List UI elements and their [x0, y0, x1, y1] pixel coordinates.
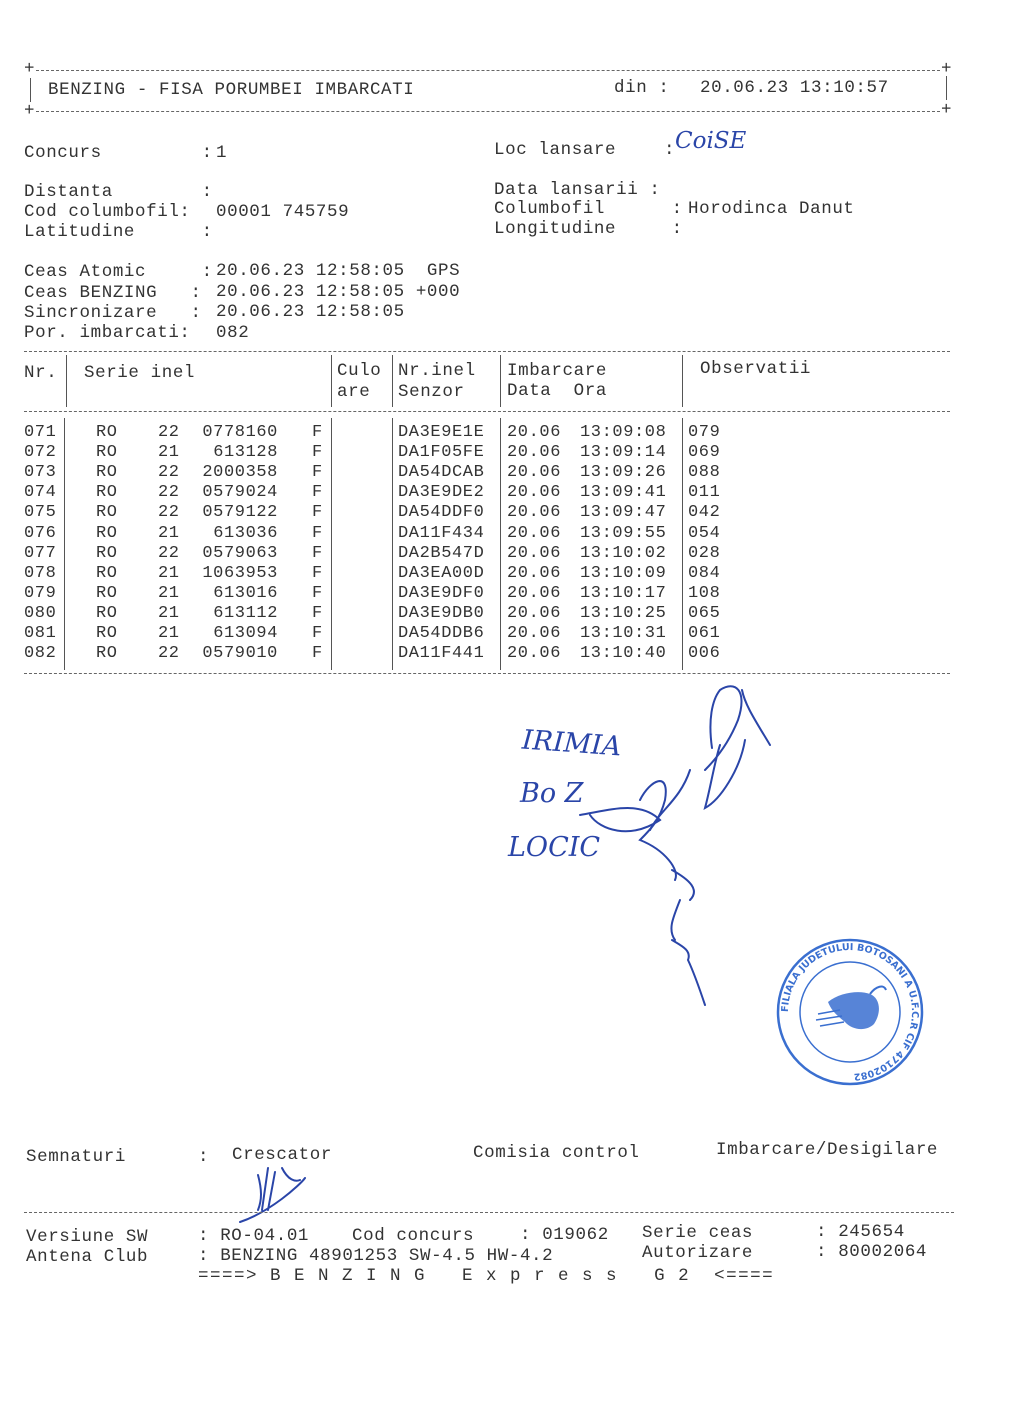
cell-an: 22 [158, 543, 180, 563]
cell-data: 20.06 [507, 583, 562, 603]
cell-nr: 078 [24, 563, 57, 583]
cell-obs: 088 [688, 463, 721, 483]
cell-senzor: DA1F05FE [398, 443, 485, 463]
antena-club-label: Antena Club [26, 1247, 149, 1267]
versiune-sw-value: : RO-04.01 [198, 1226, 310, 1246]
cell-sex: F [312, 423, 323, 442]
cell-nr: 082 [24, 644, 57, 664]
cod-concurs-label: Cod concurs [352, 1226, 475, 1246]
columbofil-label: Columbofil : [494, 199, 683, 219]
stamp-text: FILIALA JUDETULUI BOTOSANI A U.F.C.R CIF 47102082 [779, 941, 921, 1082]
concurs-value: 1 [216, 143, 228, 163]
cell-serie: 0579010 [202, 644, 278, 664]
cell-ora: 13:09:47 [580, 503, 667, 523]
loc-lansare-label: Loc lansare [494, 140, 617, 160]
cell-nr: 073 [24, 463, 57, 483]
stamp-seal [770, 932, 930, 1092]
columbofil-value: Horodinca Danut [688, 199, 855, 219]
cell-an: 22 [158, 463, 180, 483]
handwritten-irimia: IRIMIA [521, 724, 623, 763]
cell-sex: F [312, 543, 323, 563]
cell-serie: 0579024 [202, 483, 278, 503]
cell-tara: RO [96, 483, 118, 503]
cell-senzor: DA3E9DB0 [398, 603, 485, 623]
cell-sex: F [312, 463, 323, 483]
cell-data: 20.06 [507, 523, 562, 543]
sincronizare-value: 20.06.23 12:58:05 [216, 302, 405, 322]
cell-obs: 054 [688, 523, 721, 543]
th-culo-are: are [337, 382, 371, 402]
cell-an: 21 [158, 523, 180, 543]
cod-columbofil-label: Cod columbofil: [24, 202, 191, 222]
cell-sex: F [312, 624, 323, 643]
por-imbarcati-label: Por. imbarcati: [24, 323, 191, 343]
cell-nr: 075 [24, 503, 57, 523]
cell-serie: 0579122 [202, 503, 278, 523]
cell-data: 20.06 [507, 443, 562, 463]
cell-sex: F [312, 603, 323, 623]
ceas-benzing-value: 20.06.23 12:58:05 +000 [216, 282, 461, 302]
cell-senzor: DA54DDF0 [398, 503, 485, 523]
cell-tara: RO [96, 563, 118, 583]
cell-senzor: DA54DDB6 [398, 624, 485, 643]
cell-ora: 13:10:09 [580, 563, 667, 583]
cell-ora: 13:10:31 [580, 624, 667, 643]
cell-serie: 1063953 [202, 563, 278, 583]
cell-obs: 011 [688, 483, 721, 503]
cell-an: 22 [158, 644, 180, 664]
cell-data: 20.06 [507, 644, 562, 664]
cell-ora: 13:10:17 [580, 583, 667, 603]
cell-obs: 061 [688, 624, 721, 643]
corner-plus: + [941, 100, 953, 120]
cell-nr: 081 [24, 624, 57, 643]
cell-obs: 042 [688, 503, 721, 523]
cell-sex: F [312, 503, 323, 523]
crescator-label: Crescator [232, 1145, 332, 1165]
cell-data: 20.06 [507, 503, 562, 523]
cell-nr: 080 [24, 603, 57, 623]
cell-data: 20.06 [507, 603, 562, 623]
cell-senzor: DA11F434 [398, 523, 485, 543]
cell-ora: 13:10:25 [580, 603, 667, 623]
cell-data: 20.06 [507, 463, 562, 483]
footer-divider [24, 1212, 954, 1213]
cell-tara: RO [96, 503, 118, 523]
cell-tara: RO [96, 603, 118, 623]
cell-senzor: DA11F441 [398, 644, 485, 664]
cell-senzor: DA3E9E1E [398, 423, 485, 442]
header-title: BENZING - FISA PORUMBEI IMBARCATI [48, 80, 415, 100]
corner-plus: + [941, 59, 953, 79]
th-data-ora: Data Ora [507, 381, 607, 401]
cell-obs: 108 [688, 583, 721, 603]
header-date-value: 20.06.23 13:10:57 [700, 78, 889, 98]
latitudine-label: Latitudine : [24, 222, 213, 242]
th-senzor: Senzor [398, 382, 465, 402]
cell-an: 22 [158, 503, 180, 523]
cell-obs: 065 [688, 603, 721, 623]
benzing-express-banner: ====> B E N Z I N G E x p r e s s G 2 <==== [198, 1266, 775, 1286]
cell-serie: 613036 [213, 523, 278, 543]
cell-ora: 13:09:14 [580, 443, 667, 463]
cell-data: 20.06 [507, 624, 562, 643]
th-culo: Culo [337, 361, 382, 381]
cell-nr: 076 [24, 523, 57, 543]
ceas-benzing-label: Ceas BENZING : [24, 283, 202, 303]
cell-data: 20.06 [507, 483, 562, 503]
cell-an: 21 [158, 563, 180, 583]
cell-tara: RO [96, 443, 118, 463]
cell-sex: F [312, 644, 323, 664]
cell-ora: 13:10:40 [580, 644, 667, 664]
cell-sex: F [312, 523, 323, 543]
cell-sex: F [312, 563, 323, 583]
handwritten-locic: LOCIC [508, 832, 601, 863]
cell-tara: RO [96, 423, 118, 442]
cell-obs: 084 [688, 563, 721, 583]
cell-nr: 074 [24, 483, 57, 503]
autorizare-value: : 80002064 [816, 1242, 928, 1262]
cell-sex: F [312, 483, 323, 503]
corner-plus: + [24, 59, 36, 79]
longitudine-label: Longitudine : [494, 219, 683, 239]
th-imbarcare: Imbarcare [507, 361, 607, 381]
ceas-atomic-value: 20.06.23 12:58:05 GPS [216, 261, 461, 281]
cell-tara: RO [96, 543, 118, 563]
cell-senzor: DA3EA00D [398, 563, 485, 583]
serie-ceas-label: Serie ceas [642, 1223, 754, 1243]
serie-ceas-value: : 245654 [816, 1222, 905, 1242]
concurs-label: Concurs : [24, 143, 213, 163]
cell-tara: RO [96, 463, 118, 483]
semnaturi-colon: : [198, 1147, 210, 1167]
versiune-sw-label: Versiune SW [26, 1227, 149, 1247]
cell-ora: 13:09:41 [580, 483, 667, 503]
cell-obs: 028 [688, 543, 721, 563]
cell-data: 20.06 [507, 543, 562, 563]
cell-an: 21 [158, 624, 180, 643]
corner-plus: + [24, 101, 36, 121]
cell-nr: 079 [24, 583, 57, 603]
cell-serie: 613016 [213, 583, 278, 603]
cell-data: 20.06 [507, 423, 562, 442]
comisia-control-label: Comisia control [473, 1143, 640, 1163]
header-date-label: din : [614, 78, 670, 98]
th-serie-inel: Serie inel [84, 363, 196, 383]
cell-an: 22 [158, 423, 180, 442]
cell-serie: 613128 [213, 443, 278, 463]
autorizare-label: Autorizare [642, 1243, 754, 1263]
cell-sex: F [312, 443, 323, 463]
loc-lansare-handwritten: CoiSE [675, 128, 747, 154]
cell-ora: 13:09:55 [580, 523, 667, 543]
cell-serie: 613112 [213, 603, 278, 623]
cell-ora: 13:09:08 [580, 423, 667, 442]
data-lansarii-label: Data lansarii : [494, 180, 661, 200]
th-nr: Nr. [24, 363, 58, 383]
cell-an: 21 [158, 583, 180, 603]
cell-nr: 077 [24, 543, 57, 563]
handwritten-boz: Bo Z [520, 778, 584, 809]
cell-senzor: DA3E9DE2 [398, 483, 485, 503]
cell-ora: 13:10:02 [580, 543, 667, 563]
cell-obs: 069 [688, 443, 721, 463]
cell-serie: 2000358 [202, 463, 278, 483]
th-observatii: Observatii [700, 359, 812, 379]
cell-tara: RO [96, 644, 118, 664]
cell-serie: 0778160 [202, 423, 278, 442]
cell-obs: 006 [688, 644, 721, 664]
cod-columbofil-value: 00001 745759 [216, 202, 350, 222]
por-imbarcati-value: 082 [216, 323, 250, 343]
sincronizare-label: Sincronizare : [24, 303, 202, 323]
semnaturi-label: Semnaturi [26, 1147, 126, 1167]
cell-an: 21 [158, 443, 180, 463]
cod-concurs-value: : 019062 [520, 1225, 609, 1245]
cell-an: 21 [158, 603, 180, 623]
cell-tara: RO [96, 624, 118, 643]
cell-tara: RO [96, 523, 118, 543]
cell-sex: F [312, 583, 323, 603]
loc-lansare-colon: : [664, 140, 676, 160]
antena-club-value: : BENZING 48901253 SW-4.5 HW-4.2 [198, 1246, 554, 1266]
cell-senzor: DA3E9DF0 [398, 583, 485, 603]
cell-ora: 13:09:26 [580, 463, 667, 483]
cell-obs: 079 [688, 423, 721, 442]
cell-nr: 071 [24, 423, 57, 442]
cell-nr: 072 [24, 443, 57, 463]
th-nr-inel: Nr.inel [398, 361, 476, 381]
ceas-atomic-label: Ceas Atomic : [24, 262, 213, 282]
cell-serie: 0579063 [202, 543, 278, 563]
imbarcare-desigilare-label: Imbarcare/Desigilare [716, 1140, 939, 1160]
distanta-label: Distanta : [24, 182, 213, 202]
cell-senzor: DA2B547D [398, 543, 485, 563]
cell-tara: RO [96, 583, 118, 603]
cell-data: 20.06 [507, 563, 562, 583]
cell-an: 22 [158, 483, 180, 503]
cell-senzor: DA54DCAB [398, 463, 485, 483]
cell-serie: 613094 [213, 624, 278, 643]
